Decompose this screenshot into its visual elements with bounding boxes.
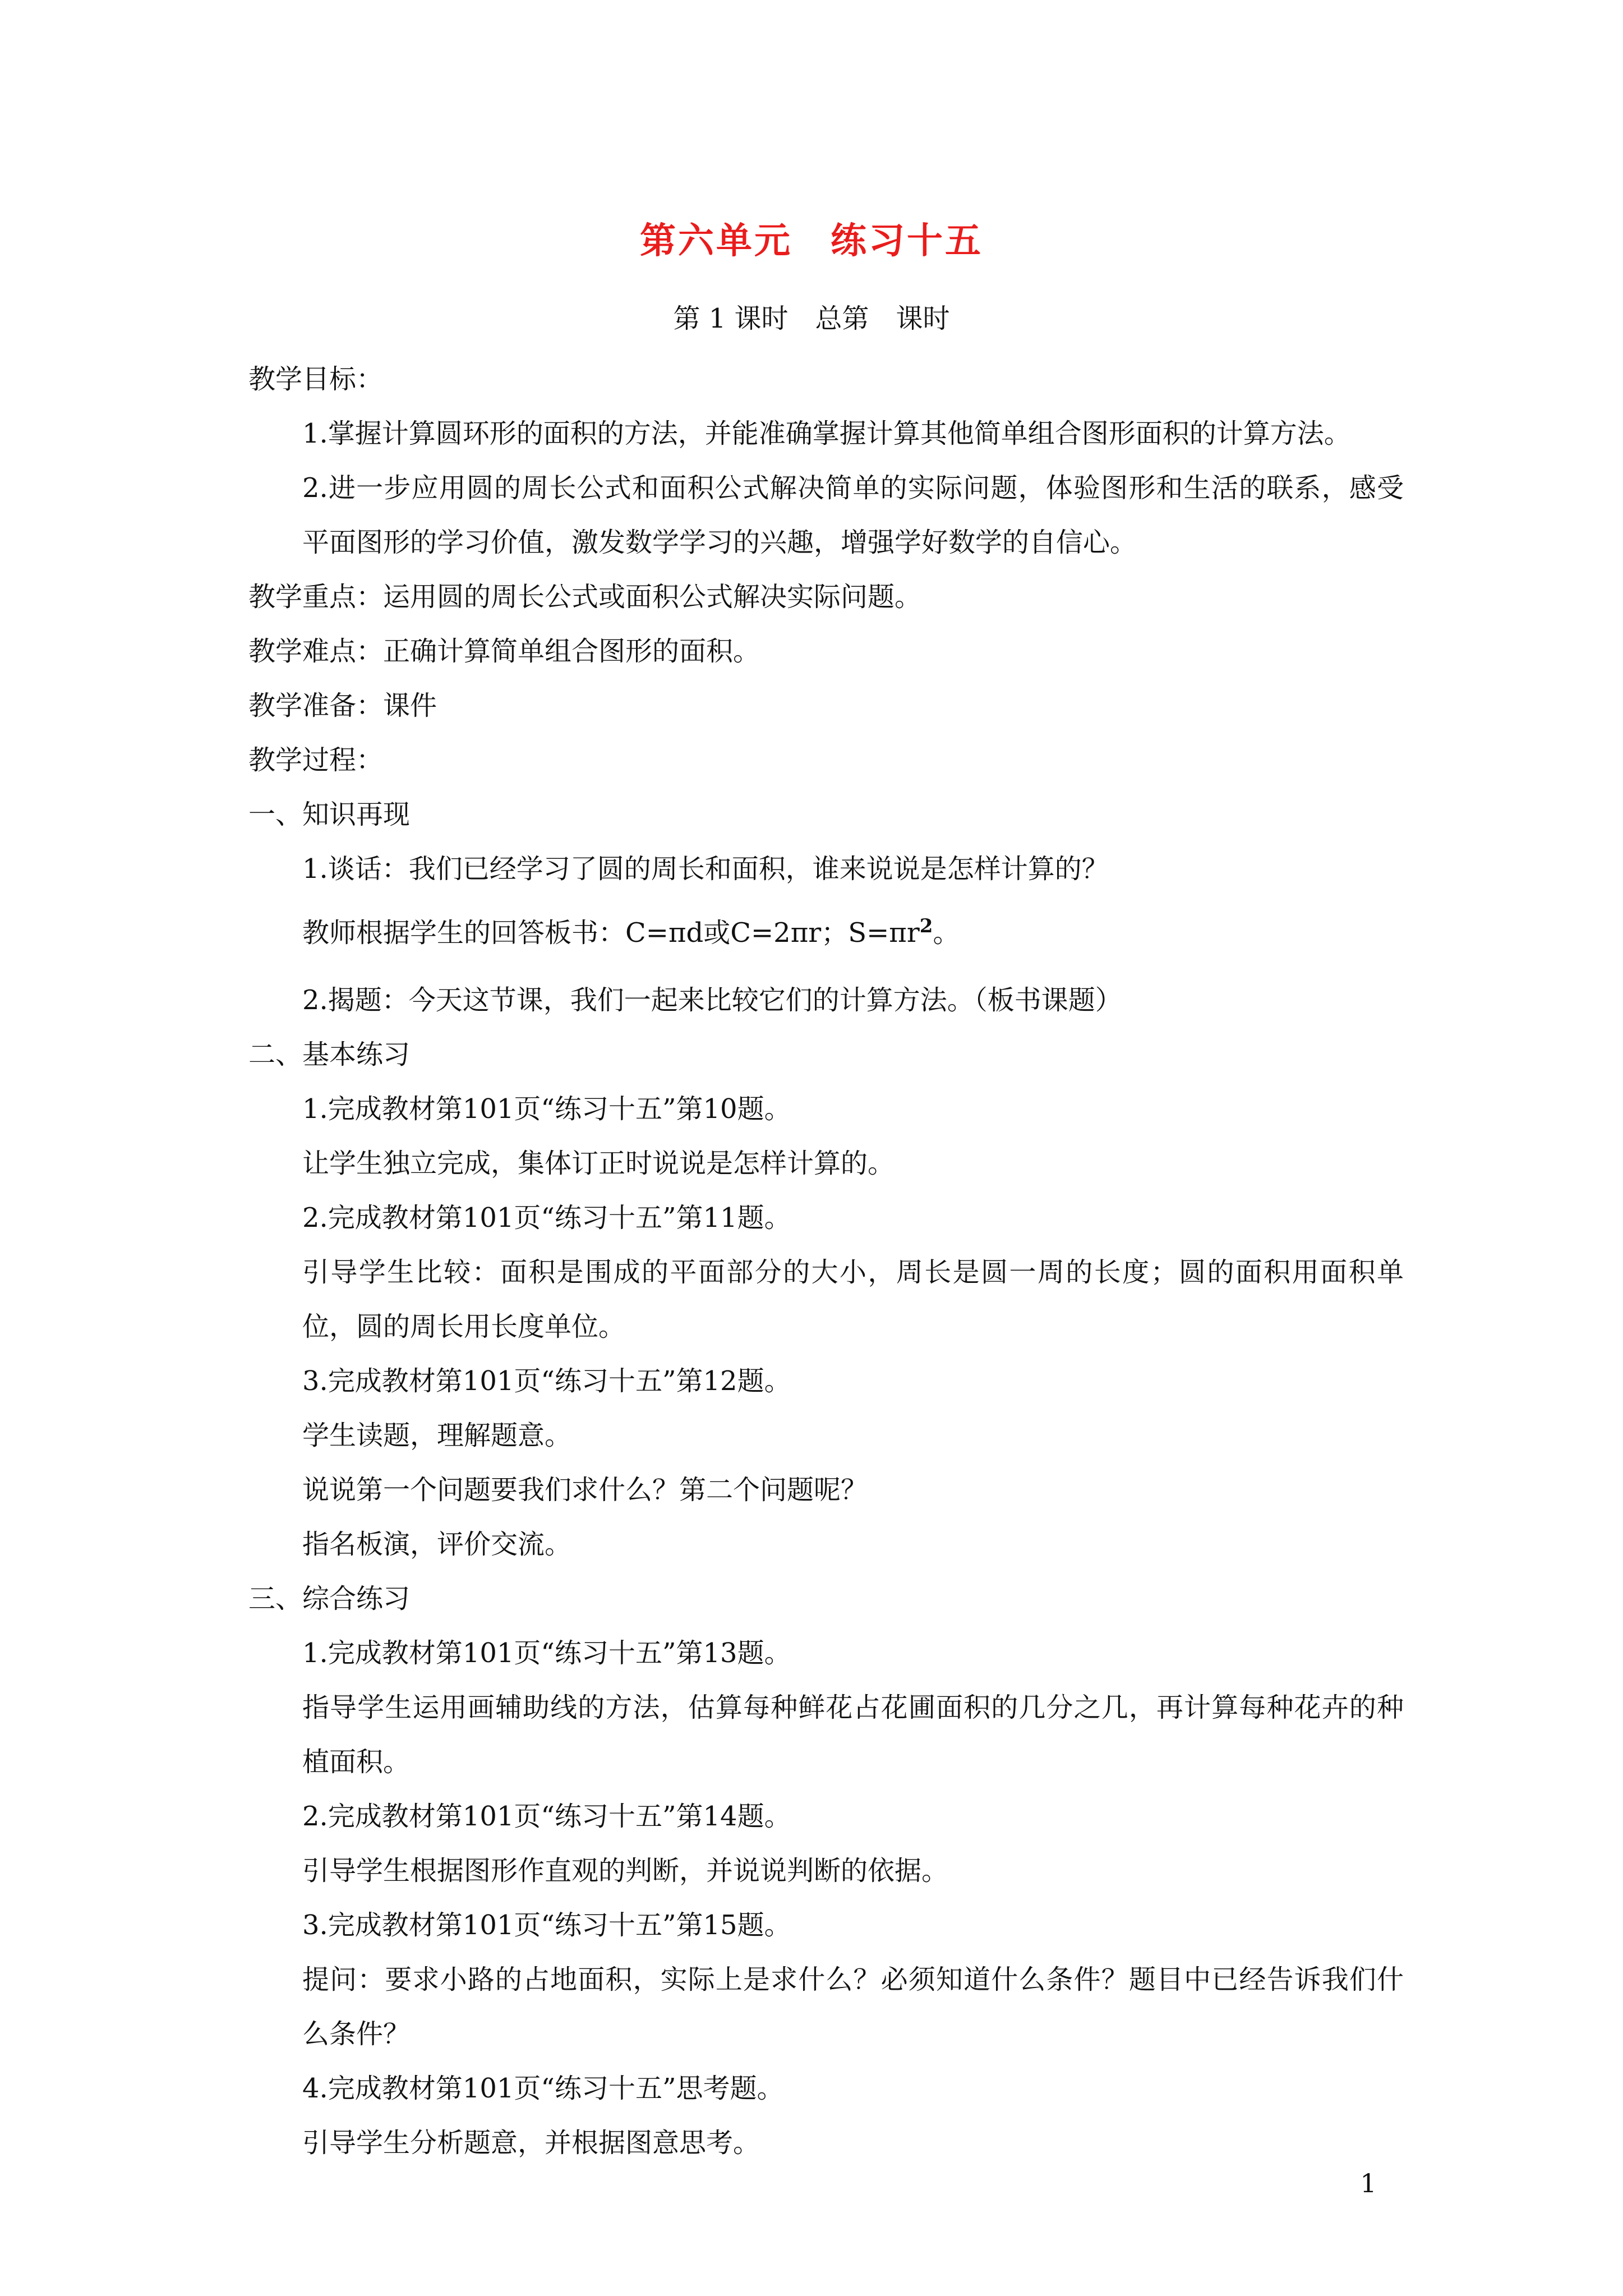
page-number: 1 bbox=[1360, 2168, 1377, 2198]
section-3-item-2: 2.完成教材第101页“练习十五”第14题。 bbox=[302, 1801, 791, 1832]
section-3-item-3-note: 提问：要求小路的占地面积，实际上是求什么？必须知道什么条件？题目中已经告诉我们什么条件？ bbox=[302, 1964, 1404, 2050]
objective-2: 2.进一步应用圆的周长公式和面积公式解决简单的实际问题，体验图形和生活的联系，感受平面图形的学习价值，激发数学学习的兴趣，增强学好数学的自信心。 bbox=[302, 472, 1404, 558]
section-2-item-3: 3.完成教材第101页“练习十五”第12题。 bbox=[302, 1365, 791, 1397]
section-1-item-1: 1.谈话：我们已经学习了圆的周长和面积，谁来说说是怎样计算的？ bbox=[302, 853, 1109, 885]
section-2-item-1-note: 让学生独立完成，集体订正时说说是怎样计算的。 bbox=[302, 1148, 895, 1179]
section-2-heading: 二、基本练习 bbox=[248, 1039, 411, 1070]
section-3-heading: 三、综合练习 bbox=[248, 1583, 411, 1614]
formula-text: 教师根据学生的回答板书：C=πd或C=2πr；S=πr bbox=[302, 917, 920, 949]
section-2-item-2: 2.完成教材第101页“练习十五”第11题。 bbox=[302, 1202, 791, 1234]
formula-exponent: 2 bbox=[919, 915, 933, 937]
process-heading: 教学过程： bbox=[248, 744, 384, 776]
section-3-item-3: 3.完成教材第101页“练习十五”第15题。 bbox=[302, 1910, 791, 1941]
section-2-item-3-note-1: 学生读题，理解题意。 bbox=[302, 1420, 572, 1451]
section-3-item-4-note: 引导学生分析题意，并根据图意思考。 bbox=[302, 2127, 760, 2159]
section-3-item-1: 1.完成教材第101页“练习十五”第13题。 bbox=[302, 1637, 791, 1669]
key-point: 教学重点：运用圆的周长公式或面积公式解决实际问题。 bbox=[248, 581, 922, 613]
section-3-item-1-note: 指导学生运用画辅助线的方法，估算每种鲜花占花圃面积的几分之几，再计算每种花卉的种植面积。 bbox=[302, 1692, 1404, 1778]
document-body bbox=[248, 352, 1404, 2170]
objectives-heading: 教学目标： bbox=[248, 364, 384, 395]
difficulty: 教学难点：正确计算简单组合图形的面积。 bbox=[248, 636, 760, 667]
objective-1: 1.掌握计算圆环形的面积的方法，并能准确掌握计算其他简单组合图形面积的计算方法。 bbox=[302, 418, 1351, 449]
section-2-item-1: 1.完成教材第101页“练习十五”第10题。 bbox=[302, 1093, 791, 1125]
section-1-heading: 一、知识再现 bbox=[248, 799, 411, 830]
section-1-item-2: 2.揭题：今天这节课，我们一起来比较它们的计算方法。（板书课题） bbox=[302, 984, 1122, 1016]
formula-end: 。 bbox=[933, 917, 960, 949]
preparation: 教学准备：课件 bbox=[248, 690, 437, 721]
section-3-item-4: 4.完成教材第101页“练习十五”思考题。 bbox=[302, 2073, 784, 2104]
lesson-subtitle: 第 1 课时 总第 课时 bbox=[673, 303, 950, 334]
section-2-item-3-note-3: 指名板演，评价交流。 bbox=[302, 1529, 572, 1560]
section-2-item-3-note-2: 说说第一个问题要我们求什么？第二个问题呢？ bbox=[302, 1474, 868, 1506]
section-2-item-2-note: 引导学生比较：面积是围成的平面部分的大小，周长是圆一周的长度；圆的面积用面积单位，圆的周长用长度单位。 bbox=[302, 1257, 1404, 1342]
formula-line bbox=[248, 896, 1404, 973]
document-title: 第六单元 练习十五 bbox=[640, 220, 983, 262]
section-3-item-2-note: 引导学生根据图形作直观的判断，并说说判断的依据。 bbox=[302, 1855, 949, 1887]
